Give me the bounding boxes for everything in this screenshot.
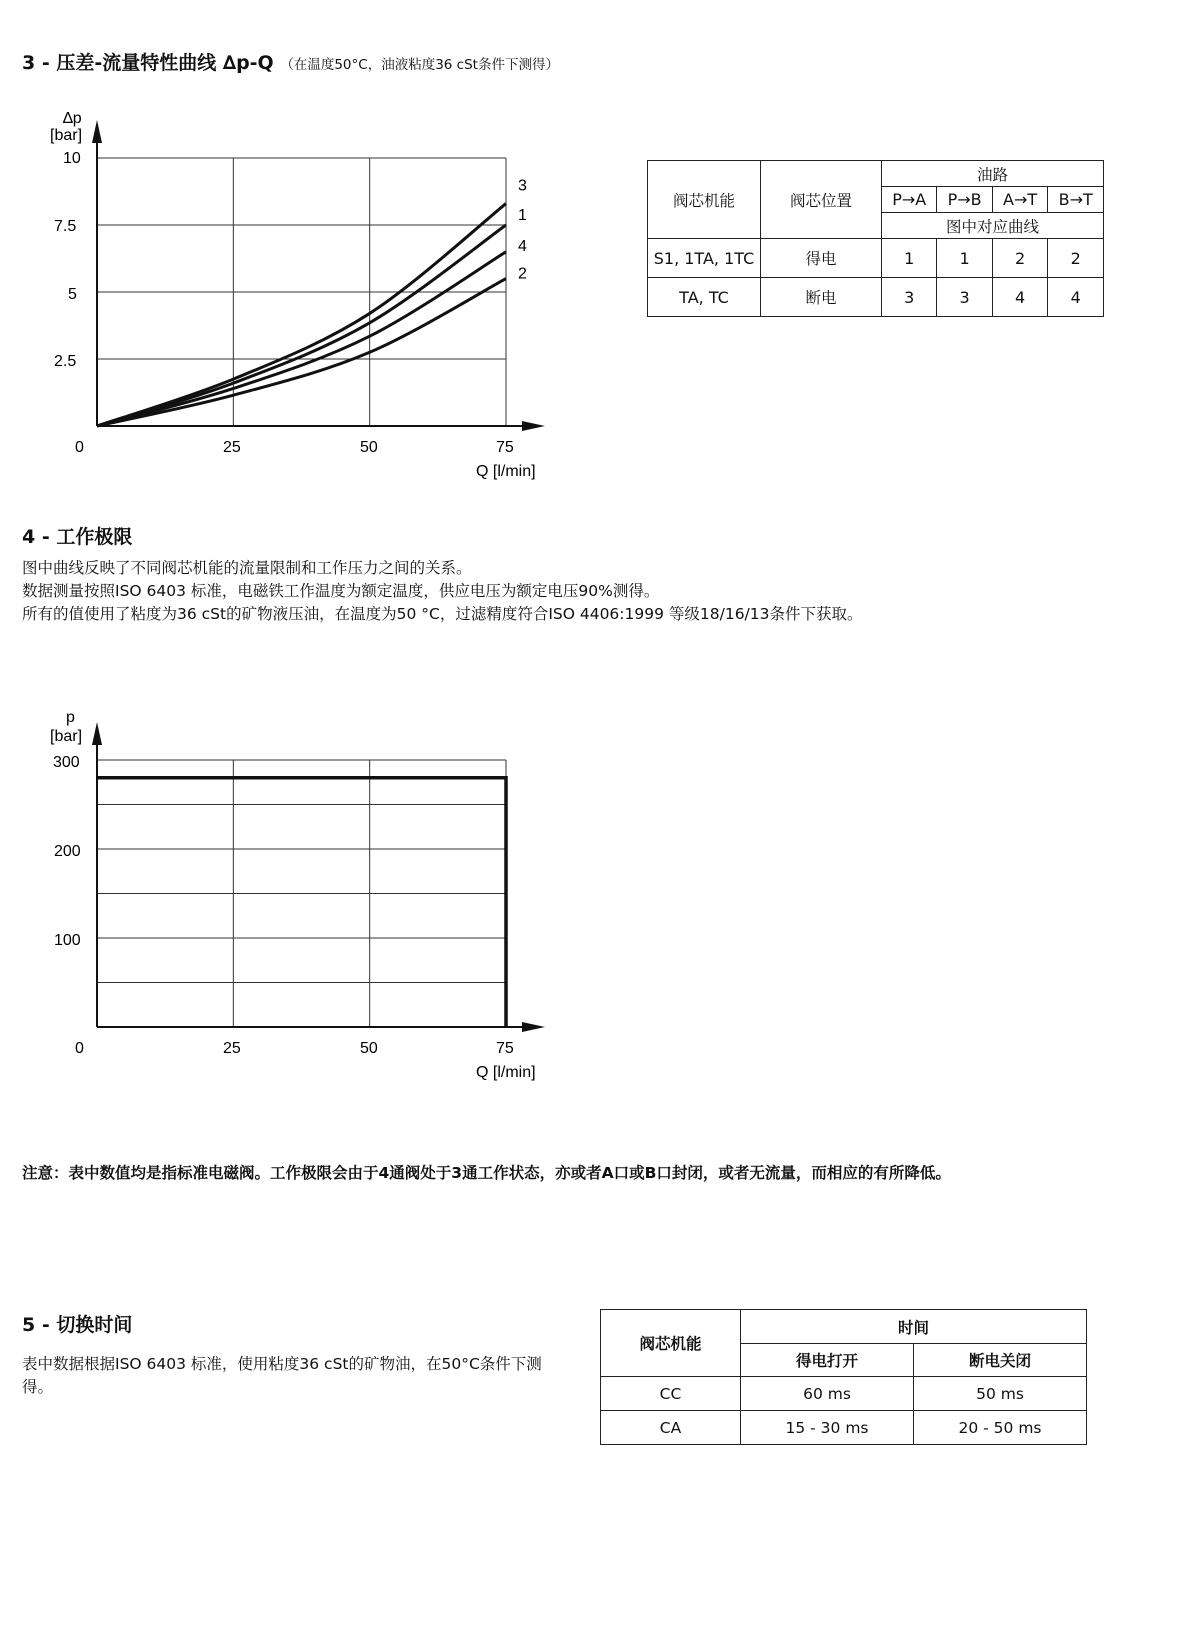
chart1-curve-labels	[518, 178, 527, 283]
desc-line: 图中曲线反映了不同阀芯机能的流量限制和工作压力之间的关系。	[22, 559, 472, 577]
switching-time-table	[600, 1309, 1087, 1445]
cell-value: 4	[1048, 278, 1104, 317]
section3-title: 3 - 压差-流量特性曲线 ∆p-Q	[22, 52, 274, 74]
section5-description: 表中数据根据ISO 6403 标准，使用粘度36 cSt的矿物油，在50°C条件下测得。	[22, 1355, 542, 1396]
cell-off-time: 20 - 50 ms	[914, 1411, 1087, 1445]
desc-line: 数据测量按照ISO 6403 标准，电磁铁工作温度为额定温度，供应电压为额定电压90%测得。	[22, 582, 660, 600]
chart1-curves	[97, 204, 506, 426]
section4-description	[22, 557, 1142, 626]
chart2-xtick: 50	[360, 1040, 378, 1057]
curve-label: 1	[518, 207, 527, 224]
table-row	[648, 278, 1104, 317]
chart2-ytick: 200	[54, 843, 81, 860]
y-axis-arrow	[92, 722, 102, 745]
chart2-xtick: 25	[223, 1040, 241, 1057]
chart1-ytick: 7.5	[54, 218, 77, 235]
chart2-ytick: 100	[54, 932, 81, 949]
operating-limit-chart	[0, 700, 600, 1100]
cell-function: CA	[601, 1411, 741, 1445]
chart2-axes	[92, 722, 545, 1032]
chart2-xtick: 75	[496, 1040, 514, 1057]
chart1-ytick: 2.5	[54, 353, 77, 370]
header-spool-function: 阀芯机能	[648, 161, 761, 239]
cell-on-time: 60 ms	[741, 1377, 914, 1411]
table-row	[648, 239, 1104, 278]
cell-position: 断电	[761, 278, 882, 317]
cell-value: 3	[882, 278, 937, 317]
header-spool-position: 阀芯位置	[761, 161, 882, 239]
chart2-xtick: 0	[75, 1040, 84, 1057]
header-time: 时间	[741, 1310, 1087, 1344]
header-energize-open: 得电打开	[741, 1344, 914, 1377]
cell-function: TA, TC	[648, 278, 761, 317]
header-path: P→B	[937, 187, 992, 213]
chart2-grid	[97, 760, 506, 1027]
cell-value: 1	[882, 239, 937, 278]
chart1-ytick: 5	[68, 286, 77, 303]
cell-value: 4	[992, 278, 1048, 317]
chart1-xlabel: Q [l/min]	[476, 463, 536, 480]
chart2-ylabel-symbol: p	[66, 709, 75, 726]
chart1-xtick: 25	[223, 439, 241, 456]
chart1-ylabel-symbol: ∆p	[63, 110, 82, 127]
curve-2	[97, 279, 506, 426]
x-axis-arrow	[522, 1022, 545, 1032]
section3-note: （在温度50°C，油液粘度36 cSt条件下测得）	[280, 57, 559, 73]
cell-value: 3	[937, 278, 992, 317]
chart2-ylabel-unit: [bar]	[50, 728, 83, 745]
cell-value: 2	[992, 239, 1048, 278]
table-row	[601, 1377, 1087, 1411]
y-axis-arrow	[92, 120, 102, 143]
section4-title: 4 - 工作极限	[22, 526, 133, 548]
curve-label: 4	[518, 237, 527, 255]
cell-function: S1, 1TA, 1TC	[648, 239, 761, 278]
header-curve: 图中对应曲线	[882, 213, 1104, 239]
chart1-xtick: 75	[496, 439, 514, 456]
header-spool-function: 阀芯机能	[601, 1310, 741, 1377]
x-axis-arrow	[522, 421, 545, 431]
curve-label: 2	[518, 265, 527, 283]
limit-line	[97, 778, 506, 1027]
chart1-ytick: 10	[63, 150, 81, 167]
chart1-axes	[92, 120, 545, 431]
chart2-limit-line	[97, 778, 506, 1027]
cell-value: 2	[1048, 239, 1104, 278]
cell-off-time: 50 ms	[914, 1377, 1087, 1411]
cell-position: 得电	[761, 239, 882, 278]
warning-note: 注意：表中数值均是指标准电磁阀。工作极限会由于4通阀处于3通工作状态，亦或者A口或B口封闭，或者无流量，而相应的有所降低。	[22, 1164, 951, 1182]
header-path: B→T	[1048, 187, 1104, 213]
section3-heading	[22, 48, 559, 75]
desc-line: 所有的值使用了粘度为36 cSt的矿物液压油，在温度为50 °C，过滤精度符合ISO 4406:1999 等级18/16/13条件下获取。	[22, 605, 863, 623]
dp-q-chart	[0, 95, 600, 495]
curve-label: 3	[518, 177, 527, 195]
header-deenergize-close: 断电关闭	[914, 1344, 1087, 1377]
chart2-xlabel: Q [l/min]	[476, 1064, 536, 1081]
cell-on-time: 15 - 30 ms	[741, 1411, 914, 1445]
chart1-ylabel-unit: [bar]	[50, 127, 83, 144]
chart1-xtick: 0	[75, 439, 84, 456]
header-oil-path: 油路	[882, 161, 1104, 187]
cell-function: CC	[601, 1377, 741, 1411]
chart1-xtick: 50	[360, 439, 378, 456]
spool-curve-table	[647, 160, 1104, 317]
cell-value: 1	[937, 239, 992, 278]
header-path: A→T	[992, 187, 1048, 213]
curve-4	[97, 252, 506, 426]
header-path: P→A	[882, 187, 937, 213]
table-row	[601, 1411, 1087, 1445]
chart2-ytick: 300	[53, 754, 80, 771]
section5-title: 5 - 切换时间	[22, 1314, 133, 1336]
